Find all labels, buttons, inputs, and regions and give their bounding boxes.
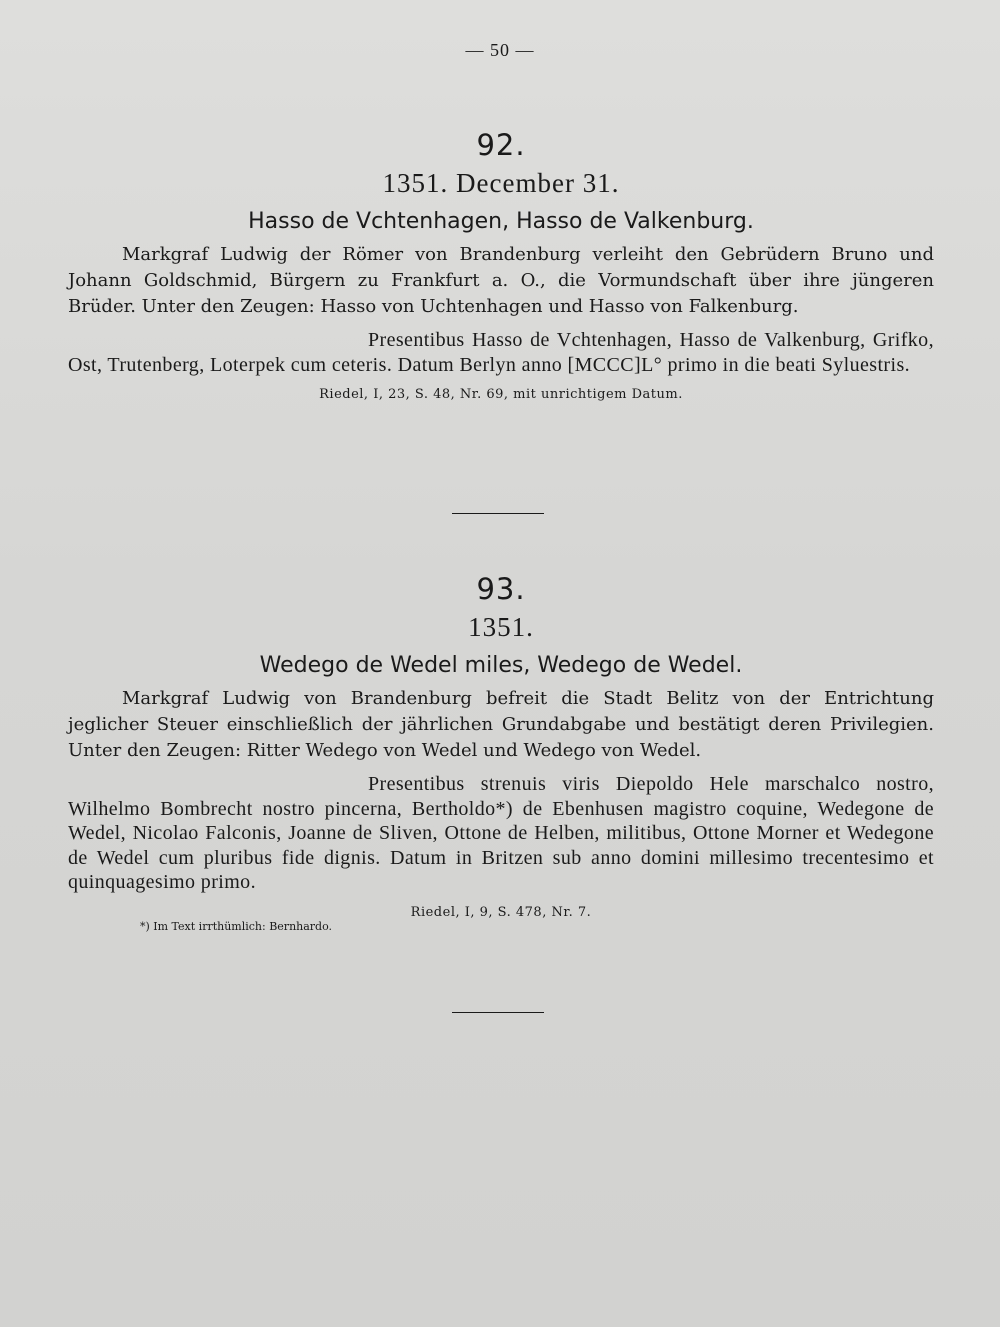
entry-number: 92.	[476, 128, 526, 162]
page-number: — 50 —	[465, 40, 535, 60]
entry-heading: Hasso de Vchtenhagen, Hasso de Valkenburg.	[248, 209, 754, 234]
section-divider	[452, 513, 544, 514]
entry-93	[68, 572, 934, 933]
entry-reference: Riedel, I, 23, S. 48, Nr. 69, mit unrichtigem Datum.	[319, 387, 683, 402]
entry-summary: Markgraf Ludwig von Brandenburg befreit die Stadt Belitz von der Entrichtung jeglicher Steuer einschließlich der jährlichen Grundabgabe und bestätigt deren Privilegien. Unter den Zeugen: Ritter Wedego von Wedel und Wedego von Wedel.	[68, 688, 934, 761]
entry-date: 1351. December 31.	[382, 168, 620, 198]
entry-number: 93.	[476, 572, 526, 606]
entry-latin-text: Presentibus strenuis viris Diepoldo Hele marschalco nostro, Wilhelmo Bombrecht nostro pincerna, Bertholdo*) de Ebenhusen magistro coquine, Wedegone de Wedel, Nicolao Falconis, Joanne de Sliven, Ottone de Helben, militibus, Ottone Morner et Wedegone de Wedel cum pluribus fide dignis. Datum in Britzen sub anno domini millesimo trecentesimo et quinquagesimo primo.	[68, 773, 934, 893]
section-divider	[452, 1012, 544, 1013]
entry-date: 1351.	[468, 612, 534, 642]
footnote: *) Im Text irrthümlich: Bernhardo.	[140, 919, 333, 933]
entry-heading: Wedego de Wedel miles, Wedego de Wedel.	[259, 653, 743, 678]
entry-summary: Markgraf Ludwig der Römer von Brandenburg verleiht den Gebrüdern Bruno und Johann Goldschmid, Bürgern zu Frankfurt a. O., die Vormundschaft über ihre jüngeren Brüder. Unter den Zeugen: Hasso von Uchtenhagen und Hasso von Falkenburg.	[68, 244, 934, 317]
entry-92	[68, 128, 934, 402]
entry-latin-text: Presentibus Hasso de Vchtenhagen, Hasso de Valkenburg, Grifko, Ost, Trutenberg, Loterpek cum ceteris. Datum Berlyn anno [MCCC]L° primo in die beati Syluestris.	[68, 329, 934, 376]
entry-reference: Riedel, I, 9, S. 478, Nr. 7.	[410, 904, 592, 920]
